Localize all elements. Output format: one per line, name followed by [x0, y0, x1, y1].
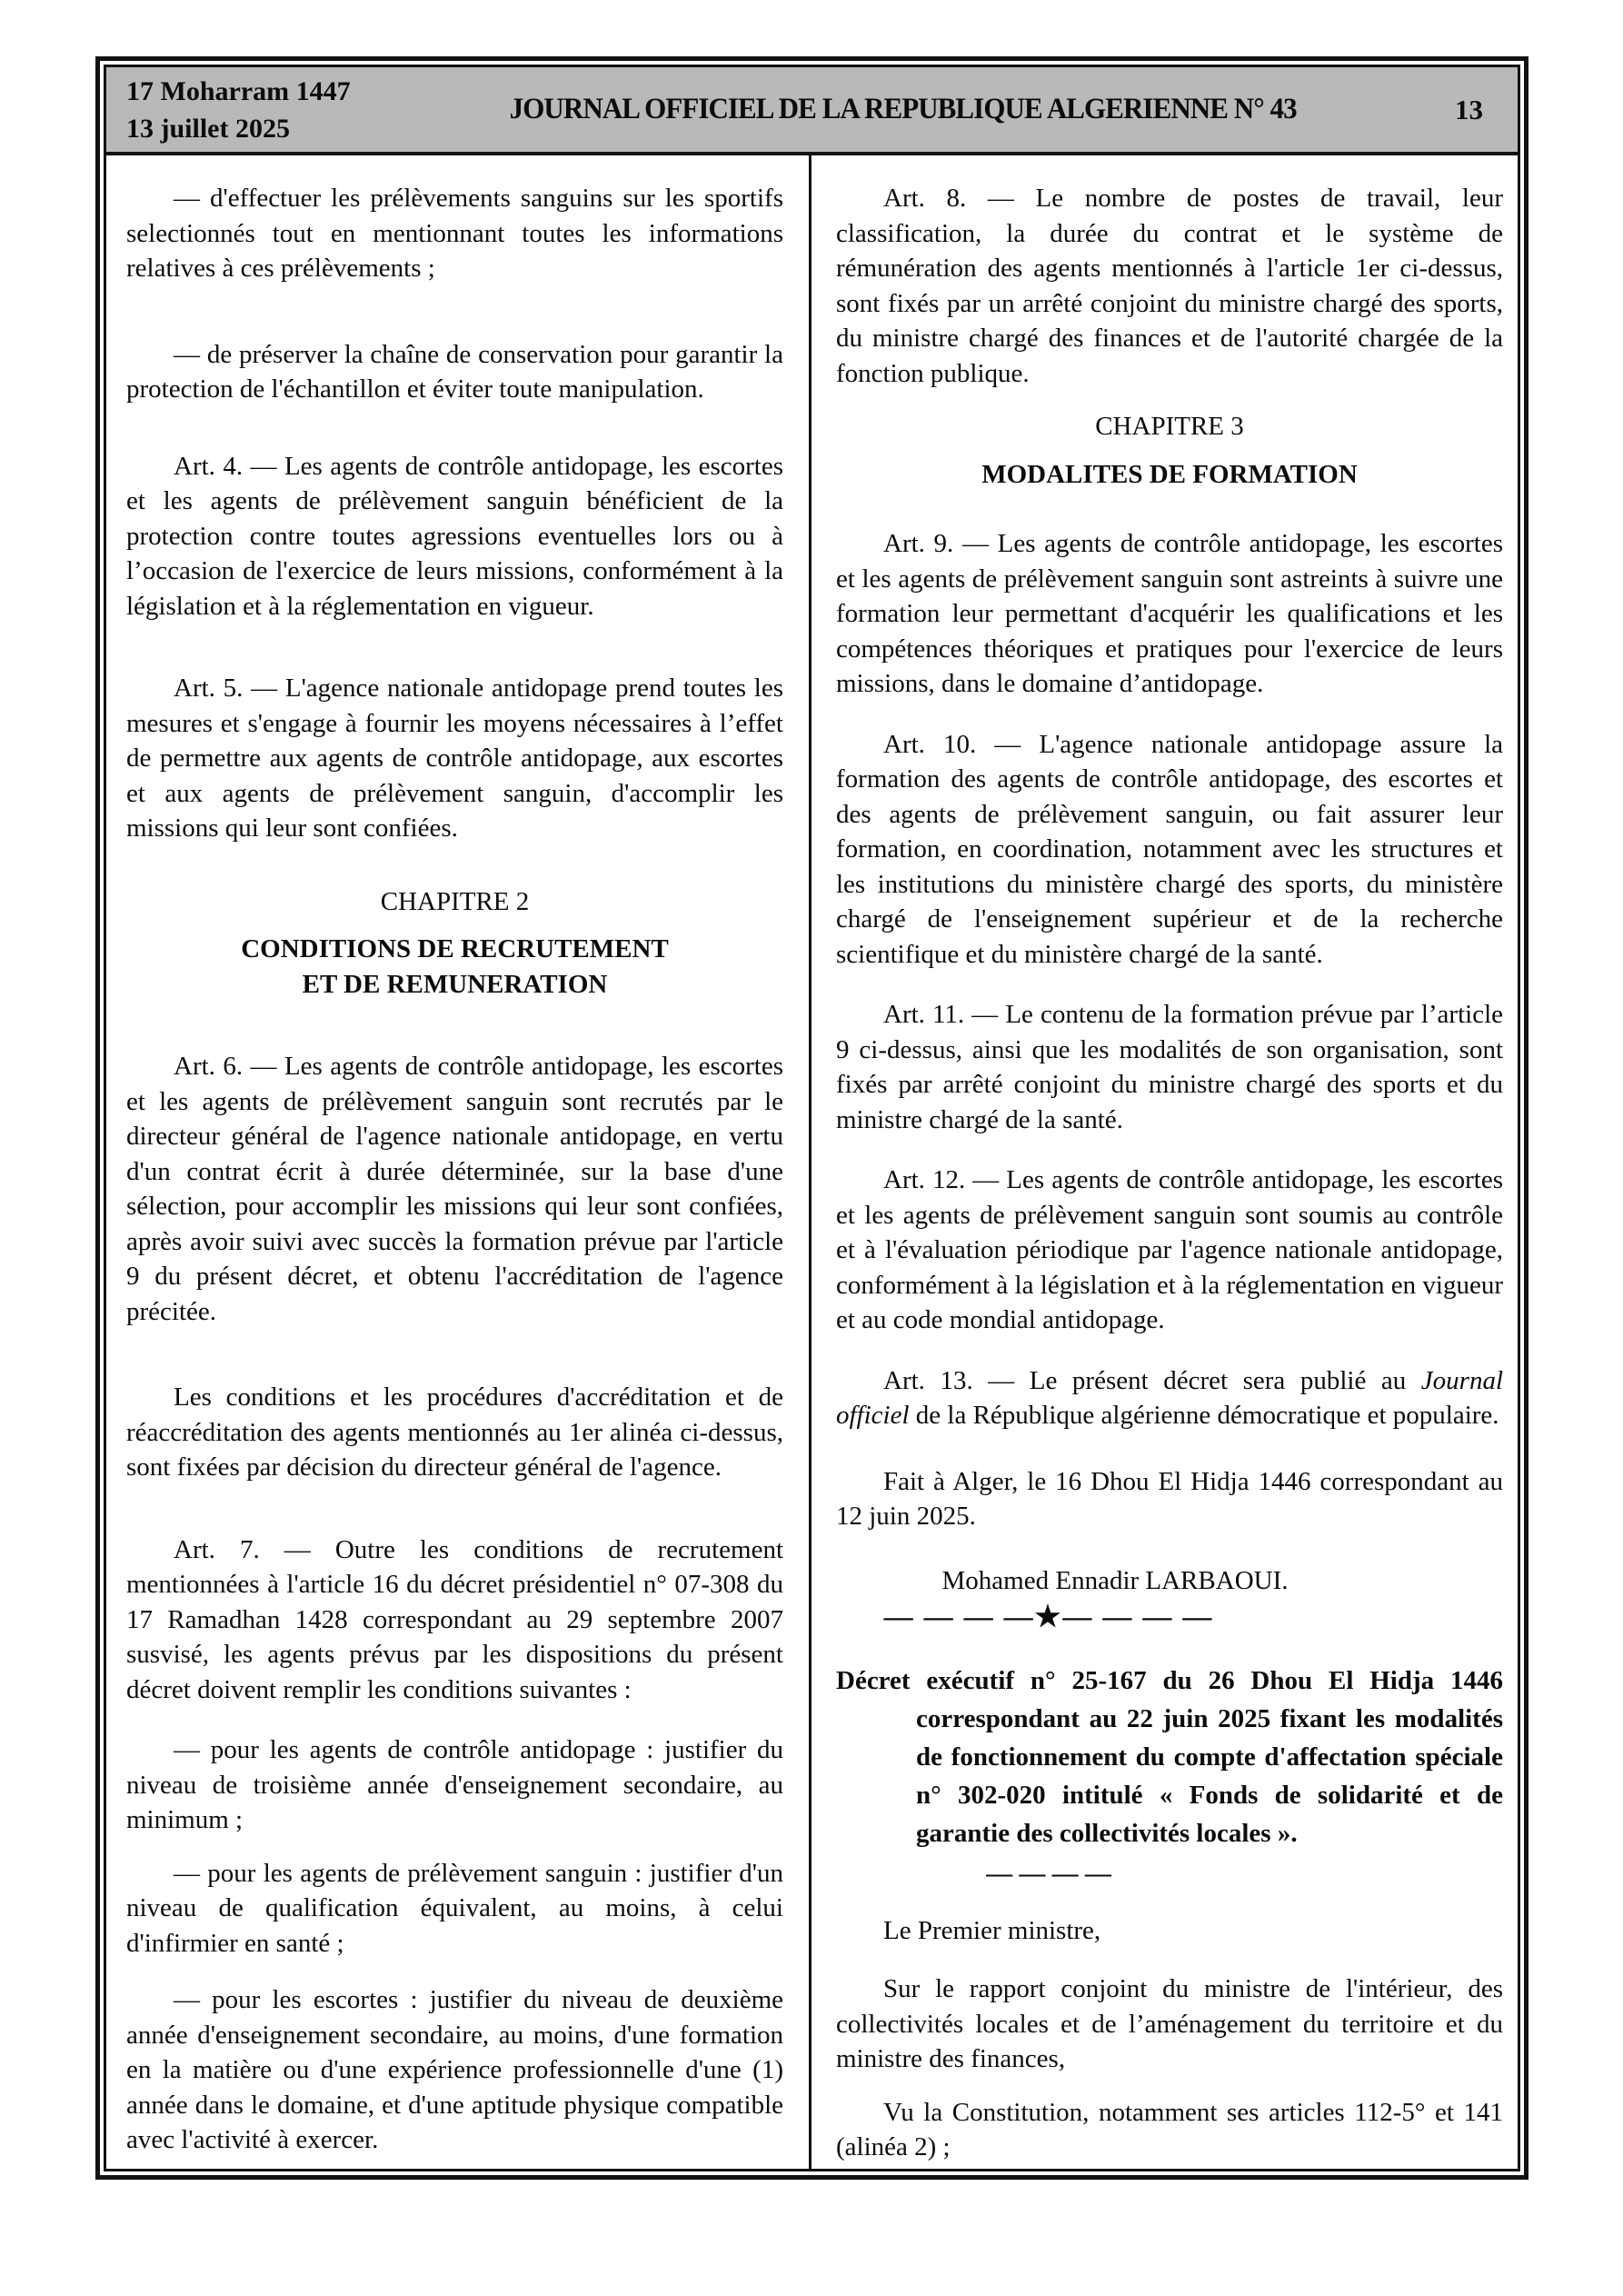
signature-prime-minister: Mohamed Ennadir LARBAOUI. [941, 1565, 1289, 1595]
article-6-paragraph-2: Les conditions et les procédures d'accréditation et de réaccréditation des agents mentionnés au 1er alinéa ci-dessus, sont fixées par décision du directeur général de l'agence. [126, 1383, 783, 1482]
chapter-2-title [126, 932, 783, 1002]
article-4: Art. 4. — Les agents de contrôle antidopage, les escortes et les agents de prélèvement sanguin bénéficient de la protection contre toutes agressions eventuelles lors ou à l’occasion de l'exercice de leurs missions, conformément à la législation et à la réglementation en vigueur. [126, 451, 783, 621]
list-item-blood-samples: — d'effectuer les prélèvements sanguins sur les sportifs selectionnés tout en mentionnant toutes les informations relatives à ces prélèvements ; [126, 184, 783, 283]
article-13-text-end: de la République algérienne démocratique et populaire. [909, 1401, 1499, 1430]
premier-ministre-line: Le Premier ministre, [883, 1915, 1101, 1945]
two-column-body [106, 155, 1518, 2169]
column-left [126, 155, 783, 2169]
journal-title: JOURNAL OFFICIEL DE LA REPUBLIQUE ALGERIENNE N° 43 [509, 93, 1297, 125]
list-item-escorts: — pour les escortes : justifier du niveau de deuxième année d'enseignement secondaire, au moins, d'une formation en la matière ou d'une expérience professionnelle d'une (1) année dans le domaine, et d'une aptitude physique compatible avec l'activité à exercer. [126, 1985, 783, 2154]
article-13 [836, 1363, 1503, 1433]
article-8: Art. 8. — Le nombre de postes de travail, leur classification, la durée du contrat et le système de rémunération des agents mentionnés à l'article 1er ci-dessus, sont fixés par un arrêté conjoint du ministre chargé des sports, du ministre chargé des finances et de l'autorité chargée de la fonction publique. [836, 184, 1503, 388]
list-item-doping-control-agents: — pour les agents de contrôle antidopage : justifier du niveau de troisième année d'enseignement secondaire, au minimum ; [126, 1735, 783, 1834]
list-item-blood-collection-agents: — pour les agents de prélèvement sanguin : justifier d'un niveau de qualification équivalent, au moins, à celui d'infirmier en santé ; [126, 1858, 783, 1958]
article-10: Art. 10. — L'agence nationale antidopage assure la formation des agents de contrôle antidopage, des escortes et des agents de prélèvement sanguin, ou fait assurer leur formation, en coordination, notamment avec les structures et les institutions du ministère chargé des sports, du ministère chargé de l'enseignement supérieur et de la recherche scientifique et du ministère chargé de la santé. [836, 729, 1503, 969]
masthead-dates [126, 73, 351, 147]
page-number: 13 [1455, 93, 1483, 125]
article-6: Art. 6. — Les agents de contrôle antidopage, les escortes et les agents de prélèvement sanguin sont recrutés par le directeur général de l'agence nationale antidopage, en vertu d'un contrat écrit à durée déterminée, sur la base d'une sélection, pour accomplir les missions qui leur sont confiées, après avoir suivi avec succès la formation prévue par l'article 9 du présent décret, et obtenu l'accréditation de l'agence précitée. [126, 1052, 783, 1326]
article-7: Art. 7. — Outre les conditions de recrutement mentionnées à l'article 16 du décret présidentiel n° 07-308 du 17 Ramadhan 1428 correspondant au 29 septembre 2007 susvisé, les agents prévus par les dispositions du présent décret doivent remplir les conditions suivantes : [126, 1534, 783, 1704]
article-5: Art. 5. — L'agence nationale antidopage prend toutes les mesures et s'engage à fournir les moyens nécessaires à l’effet de permettre aux agents de contrôle antidopage, aux escortes et aux agents de prélèvement sanguin, d'accomplir les missions qui leur sont confiées. [126, 674, 783, 843]
date-hijri: 17 Moharram 1447 [126, 75, 351, 106]
chapter-2-title-line-2: ET DE REMUNERATION [302, 969, 608, 999]
chapter-2-heading: CHAPITRE 2 [380, 886, 530, 916]
dash-separator: — — — — [986, 1859, 1111, 1888]
journal-officiel-italic: Journal officiel [836, 1365, 1503, 1430]
decree-25-167-heading: Décret exécutif n° 25-167 du 26 Dhou El Hidja 1446 correspondant au 22 juin 2025 fixant les modalités de fonctionnement du compte d'affectation spéciale n° 302-020 intitulé « Fonds de solidarité et de garantie des collectivités locales ». [836, 1666, 1503, 1848]
sur-rapport-paragraph: Sur le rapport conjoint du ministre de l'intérieur, des collectivités locales et de l’aménagement du territoire et du ministre des finances, [836, 1974, 1503, 2073]
chapter-2-title-line-1: CONDITIONS DE RECRUTEMENT [241, 934, 669, 963]
article-12: Art. 12. — Les agents de contrôle antidopage, les escortes et les agents de prélèvement sanguin sont soumis au contrôle et à l'évaluation périodique par l'agence nationale antidopage, conformément à la législation et à la réglementation en vigueur et au code mondial antidopage. [836, 1165, 1503, 1334]
chapter-3-title: MODALITES DE FORMATION [981, 459, 1358, 489]
star-separator: — — — —★— — — — [883, 1600, 1214, 1632]
chapter-3-heading: CHAPITRE 3 [1095, 412, 1244, 441]
gazette-page-frame [95, 56, 1528, 2180]
column-right [836, 155, 1503, 2169]
list-item-chain-of-custody: — de préserver la chaîne de conservation pour garantir la protection de l'échantillon et éviter toute manipulation. [126, 339, 783, 404]
date-gregorian: 13 juillet 2025 [126, 113, 290, 144]
column-divider-rule [809, 155, 812, 2169]
signing-location-date: Fait à Alger, le 16 Dhou El Hidja 1446 correspondant au 12 juin 2025. [836, 1466, 1503, 1531]
gazette-page-inner-frame [104, 65, 1520, 2171]
masthead [106, 67, 1518, 155]
article-11: Art. 11. — Le contenu de la formation prévue par l’article 9 ci-dessus, ainsi que les modalités de son organisation, sont fixés par arrêté conjoint du ministre chargé des sports et du ministre chargé de la santé. [836, 1000, 1503, 1134]
vu-constitution-paragraph: Vu la Constitution, notamment ses articles 112-5° et 141 (alinéa 2) ; [836, 2097, 1503, 2161]
article-9: Art. 9. — Les agents de contrôle antidopage, les escortes et les agents de prélèvement sanguin sont astreints à suivre une formation leur permettant d'acquérir les qualifications et les compétences théoriques et pratiques pour l'exercice de leurs missions, dans le domaine d’antidopage. [836, 529, 1503, 698]
article-13-text: Art. 13. — Le présent décret sera publié au [883, 1365, 1421, 1395]
